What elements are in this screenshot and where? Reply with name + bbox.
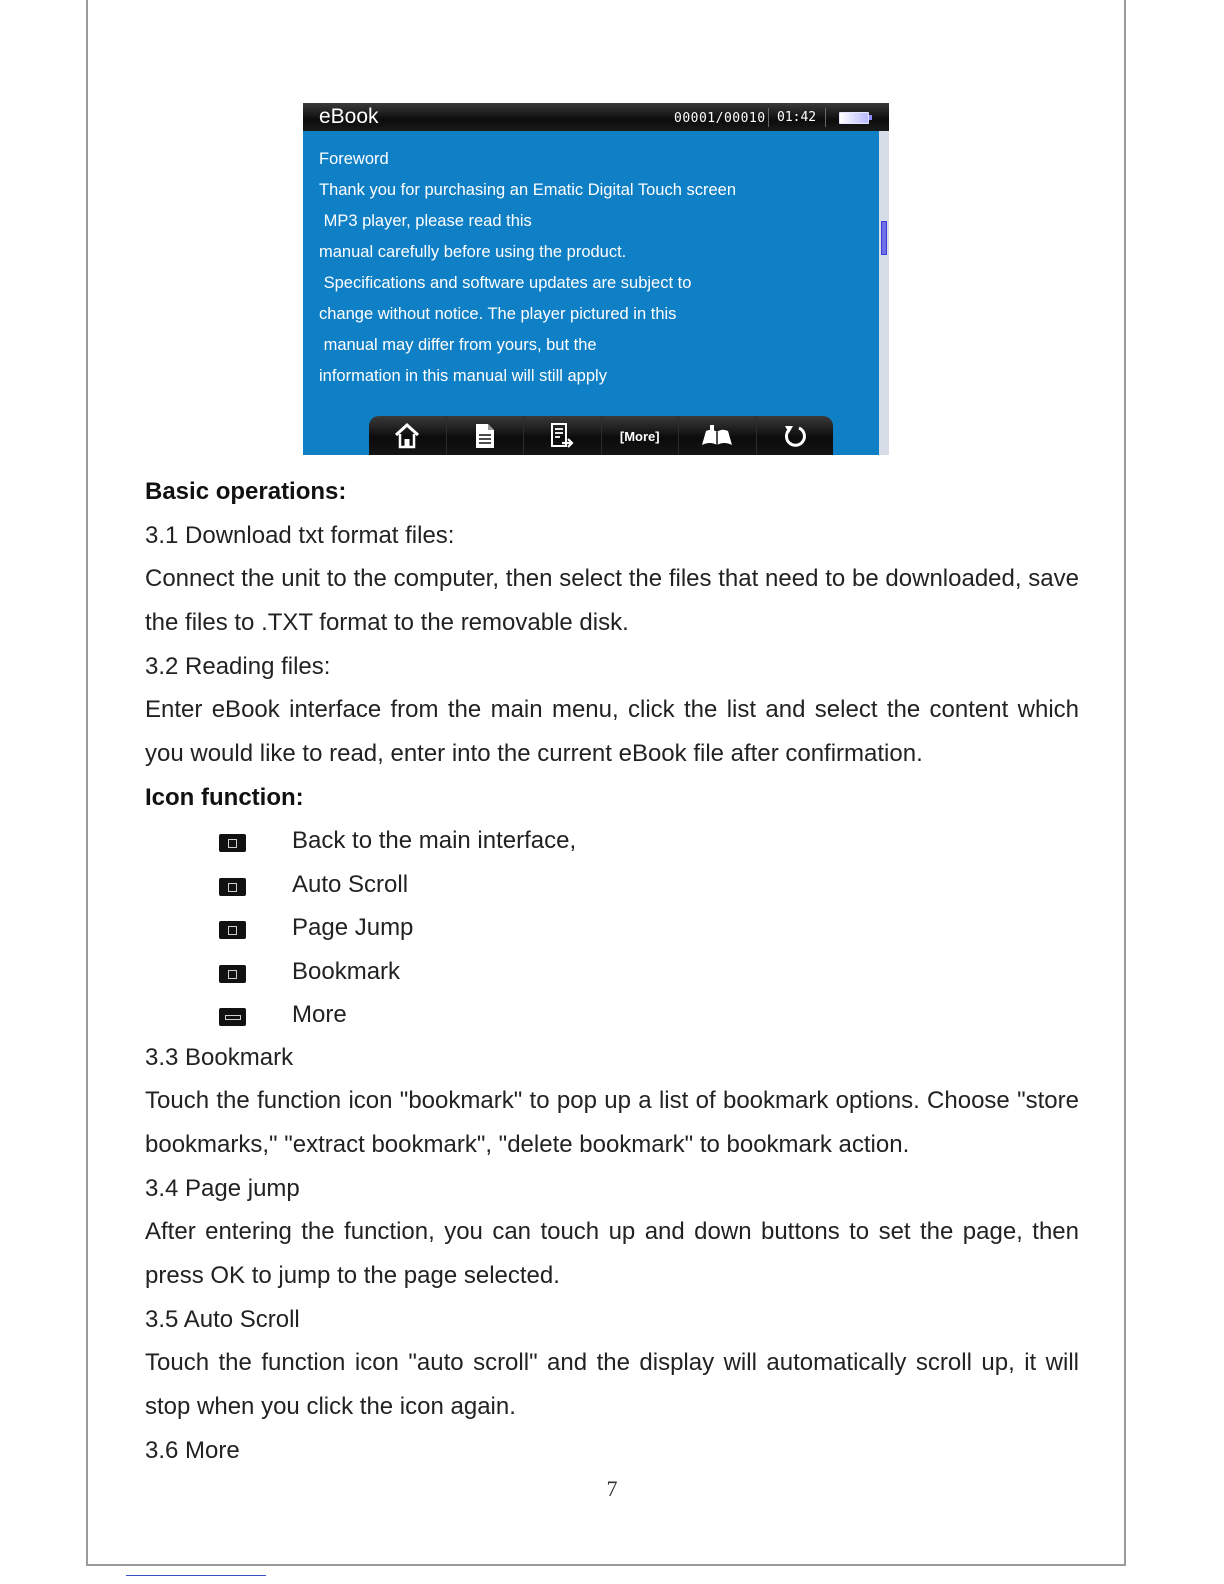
titlebar-divider <box>825 108 826 127</box>
icon-function-heading: Icon function: <box>145 784 304 811</box>
section-3-6-title: 3.6 More <box>145 1437 240 1464</box>
device-title: eBook <box>319 105 379 128</box>
section-3-2-body: Enter eBook interface from the main menu, click the list and select the content which you would like to read, enter into the current eBook file after confirmation. <box>145 696 1079 767</box>
more-label: [More] <box>619 428 660 444</box>
scrollbar-thumb[interactable] <box>881 221 887 255</box>
section-3-4-body: After entering the function, you can touch up and down buttons to set the page, then press OK to jump to the page selected. <box>145 1218 1079 1289</box>
ebook-line: information in this manual will still apply <box>319 367 607 385</box>
icon-label: Page Jump <box>292 914 414 941</box>
section-3-5-body: Touch the function icon "auto scroll" and the display will automatically scroll up, it will stop when you click the icon again. <box>145 1349 1079 1420</box>
page-counter: 00001/00010 <box>674 111 766 126</box>
ebook-screenshot <box>303 103 889 455</box>
document-icon <box>473 422 497 450</box>
ebook-line: manual carefully before using the product. <box>319 243 627 261</box>
device-titlebar <box>303 103 889 131</box>
page-jump-icon <box>549 422 575 450</box>
bookmark-book-icon <box>700 423 734 449</box>
auto-scroll-icon <box>219 878 246 896</box>
icon-label: More <box>292 1001 347 1028</box>
section-3-3-body: Touch the function icon "bookmark" to pop up a list of bookmark options. Choose "store bookmarks," "extract bookmark", "delete bookmark" to bookmark action. <box>145 1087 1079 1158</box>
ebook-line: Foreword <box>319 150 389 168</box>
ebook-toolbar <box>369 416 833 455</box>
ebook-text <box>319 147 736 395</box>
icon-label: Back to the main interface, <box>292 827 577 854</box>
home-icon <box>393 423 421 449</box>
return-button[interactable] <box>756 416 834 455</box>
bookmark-icon <box>219 965 246 983</box>
ebook-line: manual may differ from yours, but the <box>319 336 597 354</box>
home-icon <box>219 834 246 852</box>
section-3-1-title: 3.1 Download txt format files: <box>145 522 455 549</box>
section-3-3-title: 3.3 Bookmark <box>145 1044 294 1071</box>
more-button[interactable] <box>601 416 679 455</box>
ebook-line: Thank you for purchasing an Ematic Digital Touch screen <box>319 181 736 199</box>
section-3-2-title: 3.2 Reading files: <box>145 653 331 680</box>
basic-operations-heading: Basic operations: <box>145 478 347 505</box>
footer-rule <box>126 1575 266 1576</box>
return-icon <box>781 422 809 450</box>
auto-scroll-button[interactable] <box>446 416 524 455</box>
section-3-1-body: Connect the unit to the computer, then select the files that need to be downloaded, save the files to .TXT format to the removable disk. <box>145 565 1079 636</box>
section-3-4-title: 3.4 Page jump <box>145 1175 300 1202</box>
bookmark-button[interactable] <box>678 416 756 455</box>
more-icon <box>219 1008 246 1026</box>
battery-tip <box>869 115 872 120</box>
ebook-line: change without notice. The player pictured in this <box>319 305 677 323</box>
icon-label: Bookmark <box>292 958 401 985</box>
page-jump-icon <box>219 921 246 939</box>
page-number: 7 <box>606 1476 618 1501</box>
titlebar-divider <box>768 108 769 127</box>
home-button[interactable] <box>369 416 446 455</box>
clock: 01:42 <box>777 110 817 125</box>
section-3-5-title: 3.5 Auto Scroll <box>145 1306 300 1333</box>
ebook-line: MP3 player, please read this <box>319 212 532 230</box>
battery-icon <box>839 112 869 124</box>
page-jump-button[interactable] <box>523 416 601 455</box>
icon-label: Auto Scroll <box>292 871 409 898</box>
ebook-line: Specifications and software updates are subject to <box>319 274 692 292</box>
scrollbar-track[interactable] <box>879 131 889 455</box>
